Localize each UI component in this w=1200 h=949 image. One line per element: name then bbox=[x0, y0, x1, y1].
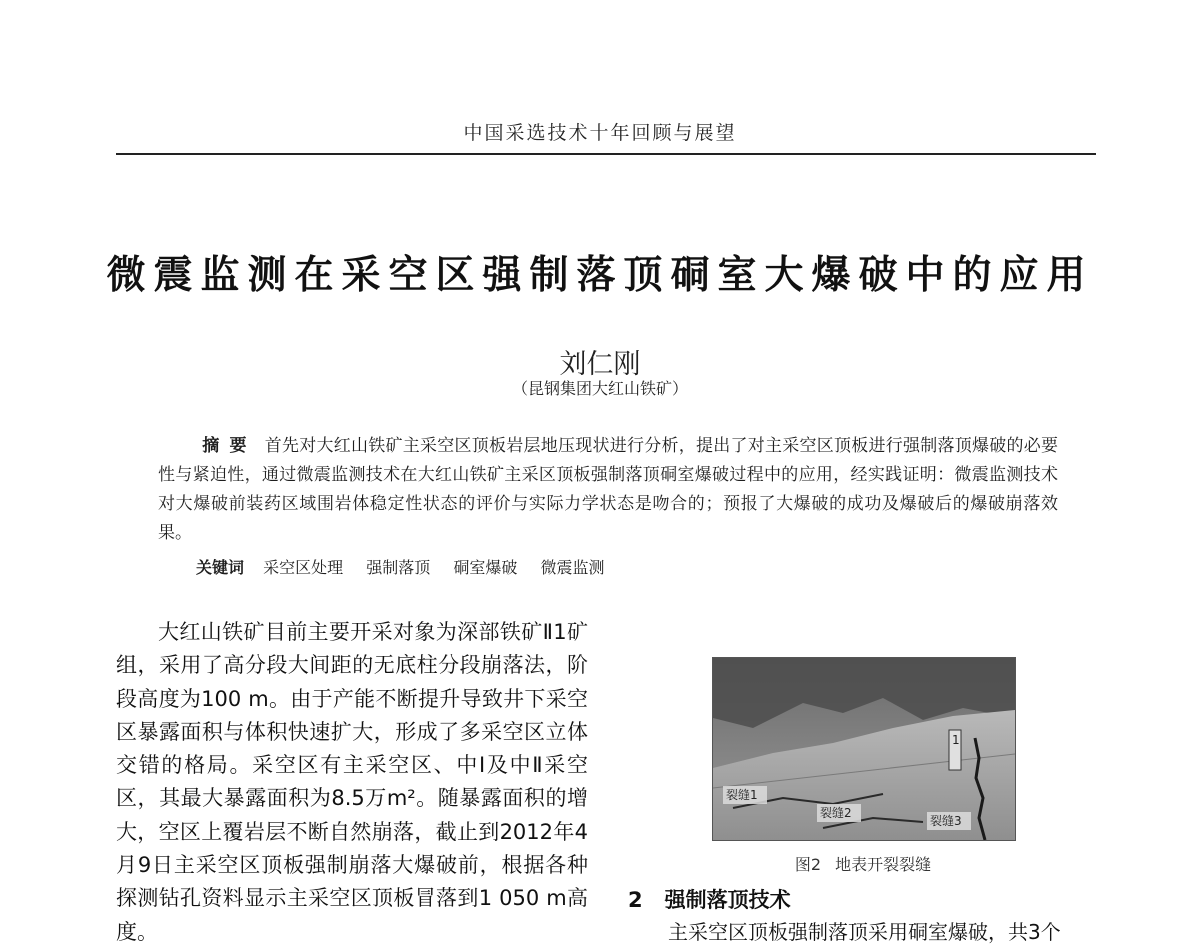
abstract-label: 摘要 bbox=[202, 436, 257, 456]
figure-number: 图2 bbox=[794, 855, 822, 874]
paper-title: 微震监测在采空区强制落顶硐室大爆破中的应用 bbox=[106, 253, 1094, 298]
keyword: 强制落顶 bbox=[366, 558, 431, 577]
ground-crack-photo bbox=[713, 658, 1015, 840]
abstract bbox=[158, 432, 1058, 548]
figure-caption bbox=[712, 852, 1014, 875]
body-paragraph-right: 主采空区顶板强制落顶采用硐室爆破，共3个 bbox=[668, 920, 1061, 944]
author-affiliation: （昆钢集团大红山铁矿） bbox=[511, 379, 688, 398]
keyword: 微震监测 bbox=[540, 558, 605, 577]
author-name: 刘仁刚 bbox=[559, 349, 641, 380]
crack-label-3: 裂缝3 bbox=[930, 814, 962, 828]
keywords-label: 关键词 bbox=[196, 558, 245, 577]
body-paragraph-left: 大红山铁矿目前主要开采对象为深部铁矿Ⅱ1矿组，采用了高分段大间距的无底柱分段崩落法，阶段高度为100 m。由于产能不断提升导致井下采空区暴露面积与体积快速扩大，形成了多采空区立体交错的格局。采空区有主采空区、中Ⅰ及中Ⅱ采空区，其最大暴露面积为8.5万m²。随暴露面积的增大，空区上覆岩层不断自然崩落，截止到2012年4月9日主采空区顶板强制崩落大爆破前，根据各种探测钻孔资料显示主采空区顶板冒落到1 050 m高度。 bbox=[116, 620, 588, 944]
keywords bbox=[196, 555, 622, 578]
figure-photo bbox=[712, 657, 1016, 841]
section-number: 2 bbox=[628, 888, 643, 912]
keyword: 采空区处理 bbox=[263, 558, 344, 577]
abstract-text: 首先对大红山铁矿主采空区顶板岩层地压现状进行分析，提出了对主采空区顶板进行强制落顶爆破的必要性与紧迫性，通过微震监测技术在大红山铁矿主采区顶板强制落顶硐室爆破过程中的应用，经实践证明：微震监测技术对大爆破前装药区域围岩体稳定性状态的评价与实际力学状态是吻合的；预报了大爆破的成功及爆破后的爆破崩落效果。 bbox=[158, 436, 1059, 543]
keyword: 硐室爆破 bbox=[453, 558, 518, 577]
figure-marker: 1 bbox=[952, 733, 960, 747]
crack-label-1: 裂缝1 bbox=[726, 788, 758, 802]
section-title: 强制落顶技术 bbox=[664, 888, 791, 912]
running-header: 中国采选技术十年回顾与展望 bbox=[463, 122, 737, 144]
crack-label-2: 裂缝2 bbox=[820, 806, 852, 820]
figure-caption-text: 地表开裂裂缝 bbox=[835, 855, 932, 874]
section-heading bbox=[628, 884, 791, 914]
header-rule bbox=[116, 153, 1096, 155]
